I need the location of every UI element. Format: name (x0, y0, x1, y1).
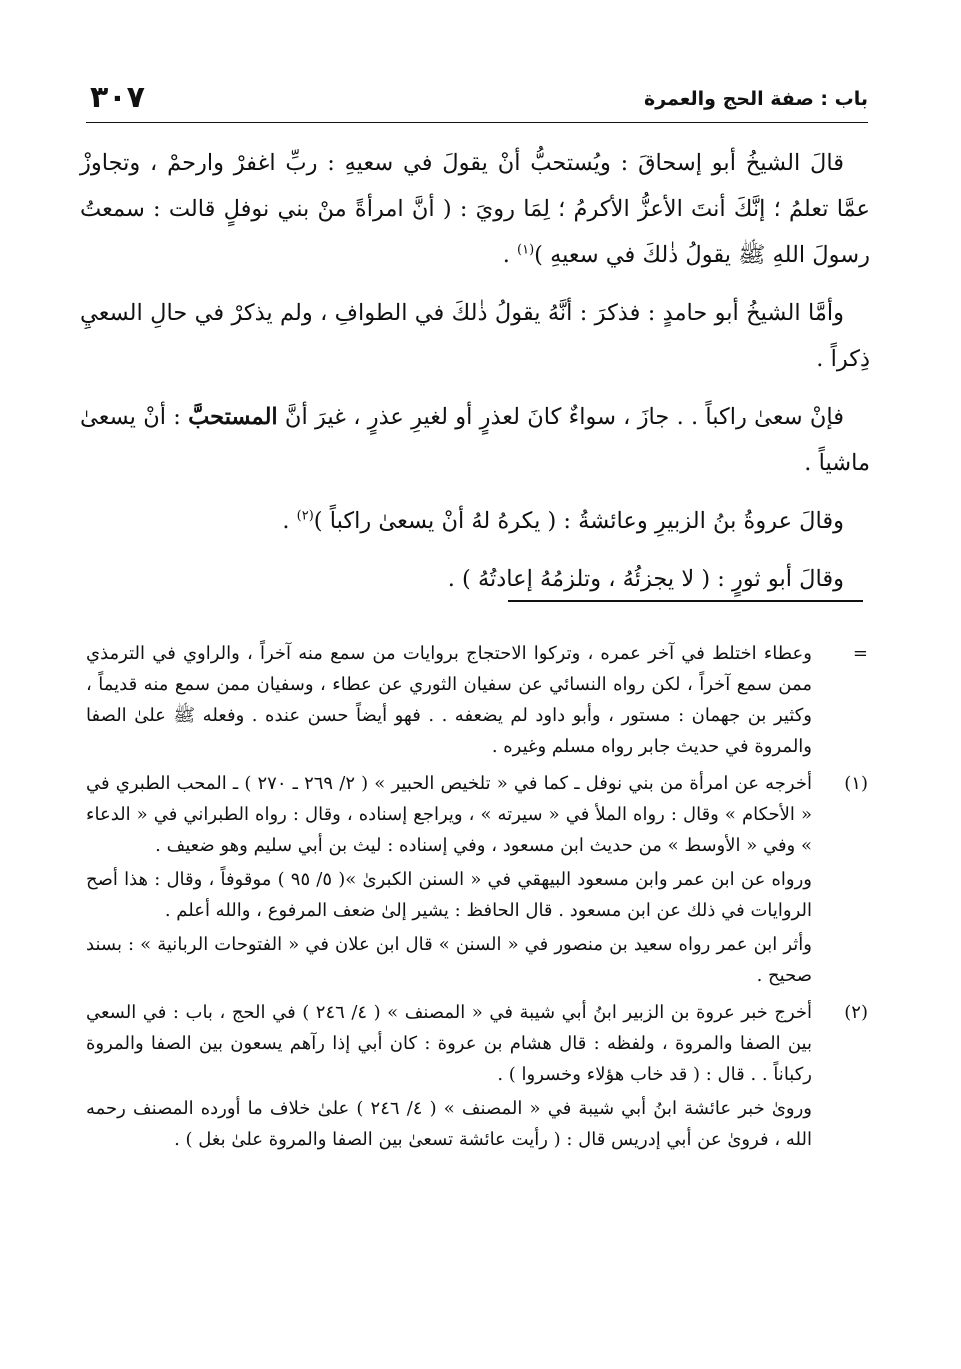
footnote-rule (508, 600, 863, 602)
paragraph-1-end: . (502, 242, 517, 268)
footnote-continuation-mark: = (852, 643, 868, 664)
footnote-2-para-1: أخرج خبر عروة بن الزبير ابنُ أبي شيبة في « المصنف » ( ٤/ ٢٤٦ ) في الحج ، باب : في السعي بين الصفا والمروة ، ولفظه : قال هشام بن عروة : كان أبي إذا رآهم يسعون بين الصفا والمروة ركباناً . . قال : ( قد خاب هؤلاء وخسروا ) . (86, 1002, 813, 1085)
paragraph-1 (80, 140, 870, 278)
paragraph-4-end: . (282, 508, 297, 534)
paragraph-5: وقالَ أبو ثورٍ : ( لا يجزئُهُ ، وتلزمُهُ إعادتُهُ ) . (447, 566, 844, 592)
footnote-1-body (86, 768, 812, 994)
page-number: ٣٠٧ (90, 80, 145, 115)
paragraph-4-text: وقالَ عروةُ بنُ الزبيرِ وعائشةُ : ( يكرهُ لهُ أنْ يسعىٰ راكباً ) (313, 508, 844, 534)
paragraph-3-text-a: فإنْ سعىٰ راكباً . . جازَ ، سواءٌ كانَ لعذرٍ أو لغيرِ عذرٍ ، غيرَ أنَّ (277, 404, 844, 430)
footnote-ref-2: (٢) (296, 508, 314, 524)
footnote-continuation-text: وعطاء اختلط في آخر عمره ، وتركوا الاحتجاج بروايات من سمع منه آخراً ، والراوي في الترمذي ممن سمع آخراً ، لكن رواه النسائي عن سفيان الثوري عن عطاء ، وسفيان ممن سمع منه قديماً ، وكثير بن جهمان : مستور ، وأبو داود لم يضعفه . . فهو أيضاً حسن عنده . وفعله ﷺ علىٰ الصفا والمروة في حديث جابر رواه مسلم وغيره . (86, 643, 812, 757)
footnote-ref-1: (١) (517, 242, 535, 258)
footnote-1-para-1: أخرجه عن امرأة من بني نوفل ـ كما في « تلخيص الحبير » ( ٢/ ٢٦٩ ـ ٢٧٠ ) ـ المحب الطبري في « الأحكام » وقال : رواه الملأ في « سيرته » ، ويراجع إسناده ، وقال : رواه الطبراني في « الدعاء » وفي « الأوسط » من حديث ابن مسعود ، وفي إسناده : ليث بن أبي سليم وهو ضعيف . (86, 773, 812, 856)
paragraph-3-text-b: : أنْ يسعىٰ ماشياً . (80, 404, 870, 476)
running-head: باب : صفة الحج والعمرة (644, 88, 868, 110)
footnote-1-mark: (١) (844, 773, 868, 794)
paragraph-3 (80, 394, 870, 486)
footnote-continuation (86, 638, 868, 765)
footnote-continuation-body (86, 638, 812, 765)
page-header (86, 80, 868, 120)
paragraph-3-bold: المستحبَّ (188, 404, 278, 430)
header-rule (86, 122, 868, 123)
paragraph-1-text: قالَ الشيخُ أبو إسحاقَ : ويُستحبُّ أنْ يقولَ في سعيهِ : ربِّ اغفرْ وارحمْ ، وتجاوزْ عمَّا تعلمُ ؛ إنَّكَ أنتَ الأعزُّ الأكرمُ ؛ لِمَا رويَ : ( أنَّ امرأةً منْ بني نوفلٍ قالت : سمعتُ رسولَ اللهِ ﷺ يقولُ ذٰلكَ في سعيهِ ) (80, 150, 870, 268)
footnote-1-para-3: وأثر ابن عمر رواه سعيد بن منصور في « السنن » قال ابن علان في « الفتوحات الربانية » : بسند صحيح . (86, 934, 812, 986)
footnote-1-para-2: ورواه عن ابن عمر وابن مسعود البيهقي في « السنن الكبرىٰ »( ٥/ ٩٥ ) موقوفاً ، وقال : هذا أصح الروايات في ذلك عن ابن مسعود . قال الحافظ : يشير إلىٰ ضعف المرفوع ، والله أعلم . (86, 869, 812, 921)
paragraph-4 (80, 498, 870, 544)
footnote-2-para-2: وروىٰ خبر عائشة ابنُ أبي شيبة في « المصنف » ( ٤/ ٢٤٦ ) علىٰ خلاف ما أورده المصنف رحمه الله ، فروىٰ عن أبي إدريس قال : ( رأيت عائشة تسعىٰ بين الصفا والمروة علىٰ بغل ) . (86, 1098, 812, 1150)
main-text (80, 140, 870, 614)
footnote-2 (86, 997, 868, 1158)
footnote-2-mark: (٢) (844, 1002, 868, 1023)
footnote-1 (86, 768, 868, 994)
paragraph-2: وأمَّا الشيخُ أبو حامدٍ : فذكرَ : أنَّهُ يقولُ ذٰلكَ في الطوافِ ، ولم يذكرْ في حالِ السعيِ ذِكراً . (80, 300, 870, 372)
footnotes (86, 638, 868, 1161)
footnote-2-body (86, 997, 812, 1158)
